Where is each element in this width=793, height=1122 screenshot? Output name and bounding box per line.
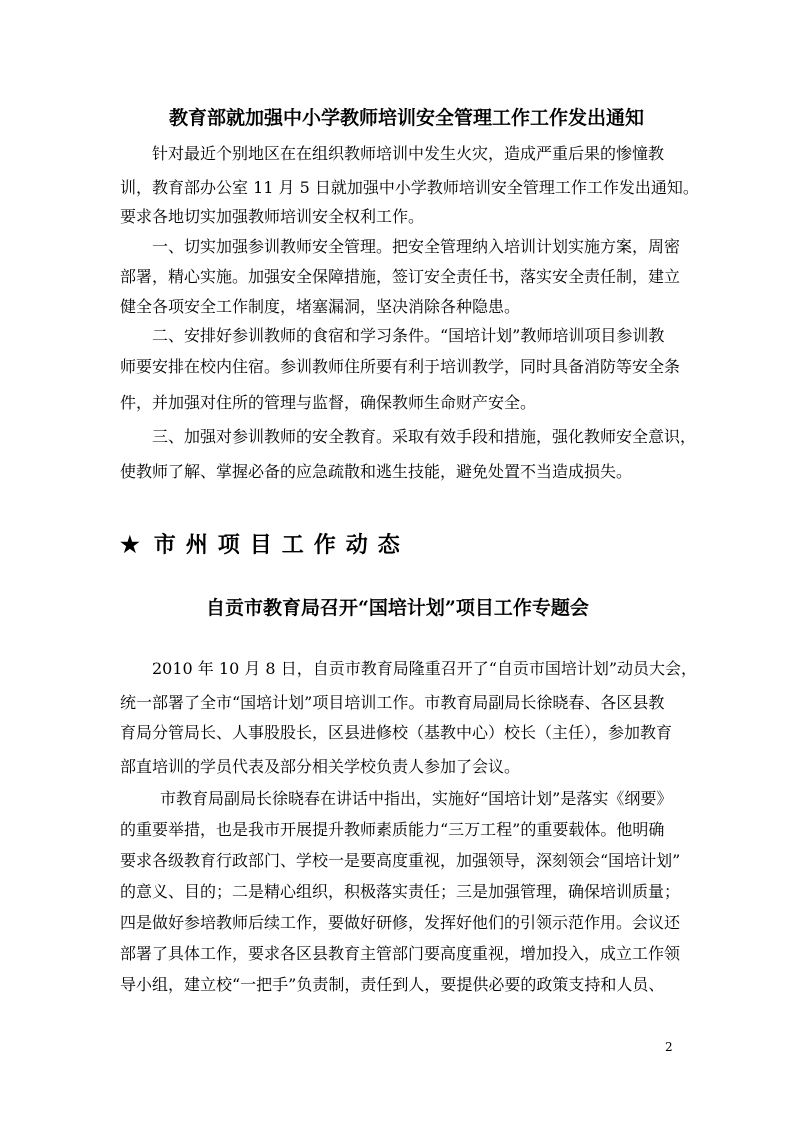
notice-line: 训，教育部办公室 11 月 5 日就加强中小学教师培训安全管理工作工作发出通知。 <box>120 178 699 197</box>
star-icon: ★ <box>120 532 140 558</box>
article-line: 部直培训的学员代表及部分相关学校负责人参加了会议。 <box>120 757 521 776</box>
article-line: 育局分管局长、人事股股长，区县进修校（基教中心）校长（主任），参加教育 <box>120 723 673 742</box>
notice-title: 教育部就加强中小学教师培训安全管理工作工作发出通知 <box>169 107 645 129</box>
notice-line: 二、安排好参训教师的食宿和学习条件。“国培计划”教师培训项目参训教 <box>152 326 665 345</box>
notice-line: 健全各项安全工作制度，堵塞漏洞，坚决消除各种隐患。 <box>120 297 521 316</box>
article-line: 的意义、目的；二是精心组织，积极落实责任；三是加强管理，确保培训质量； <box>120 882 681 901</box>
article-line: 四是做好参培教师后续工作，要做好研修，发挥好他们的引领示范作用。会议还 <box>120 913 681 932</box>
article-line: 统一部署了全市“国培计划”项目培训工作。市教育局副局长徐晓春、各区县教 <box>120 693 665 712</box>
page-number: 2 <box>665 1040 673 1054</box>
notice-line: 一、切实加强参训教师安全管理。把安全管理纳入培训计划实施方案，周密 <box>152 237 681 256</box>
notice-line: 三、加强对参训教师的安全教育。采取有效手段和措施，强化教师安全意识， <box>152 427 697 446</box>
article-line: 要求各级教育行政部门、学校一是要高度重视，加强领导，深刻领会“国培计划” <box>120 851 681 870</box>
section-heading <box>120 528 410 559</box>
article-line: 的重要举措，也是我市开展提升教师素质能力“三万工程”的重要载体。他明确 <box>120 820 665 839</box>
notice-line: 使教师了解、掌握必备的应急疏散和逃生技能，避免处置不当造成损失。 <box>120 462 633 481</box>
notice-line: 针对最近个别地区在在组织教师培训中发生火灾，造成严重后果的惨憧教 <box>152 144 665 163</box>
article-line: 市教育局副局长徐晓春在讲话中指出，实施好“国培计划”是落实《纲要》 <box>160 789 673 808</box>
notice-line: 师要安排在校内住宿。参训教师住所要有利于培训教学，同时具备消防等安全条 <box>120 357 681 376</box>
article-line: 2010 年 10 月 8 日，自贡市教育局隆重召开了“自贡市国培计划”动员大会， <box>152 659 698 678</box>
notice-line: 要求各地切实加强教师培训安全权利工作。 <box>120 207 425 226</box>
article-line: 导小组，建立校“一把手”负责制，责任到人，要提供必要的政策支持和人员、 <box>120 975 665 994</box>
notice-line: 部署，精心实施。加强安全保障措施，签订安全责任书，落实安全责任制，建立 <box>120 267 681 286</box>
article-title: 自贡市教育局召开“国培计划”项目工作专题会 <box>206 597 589 619</box>
notice-line: 件，并加强对住所的管理与监督，确保教师生命财产安全。 <box>120 393 537 412</box>
article-line: 部署了具体工作，要求各区县教育主管部门要高度重视，增加投入，成立工作领 <box>120 944 681 963</box>
section-heading-text: 市州项目工作动态 <box>153 532 410 558</box>
